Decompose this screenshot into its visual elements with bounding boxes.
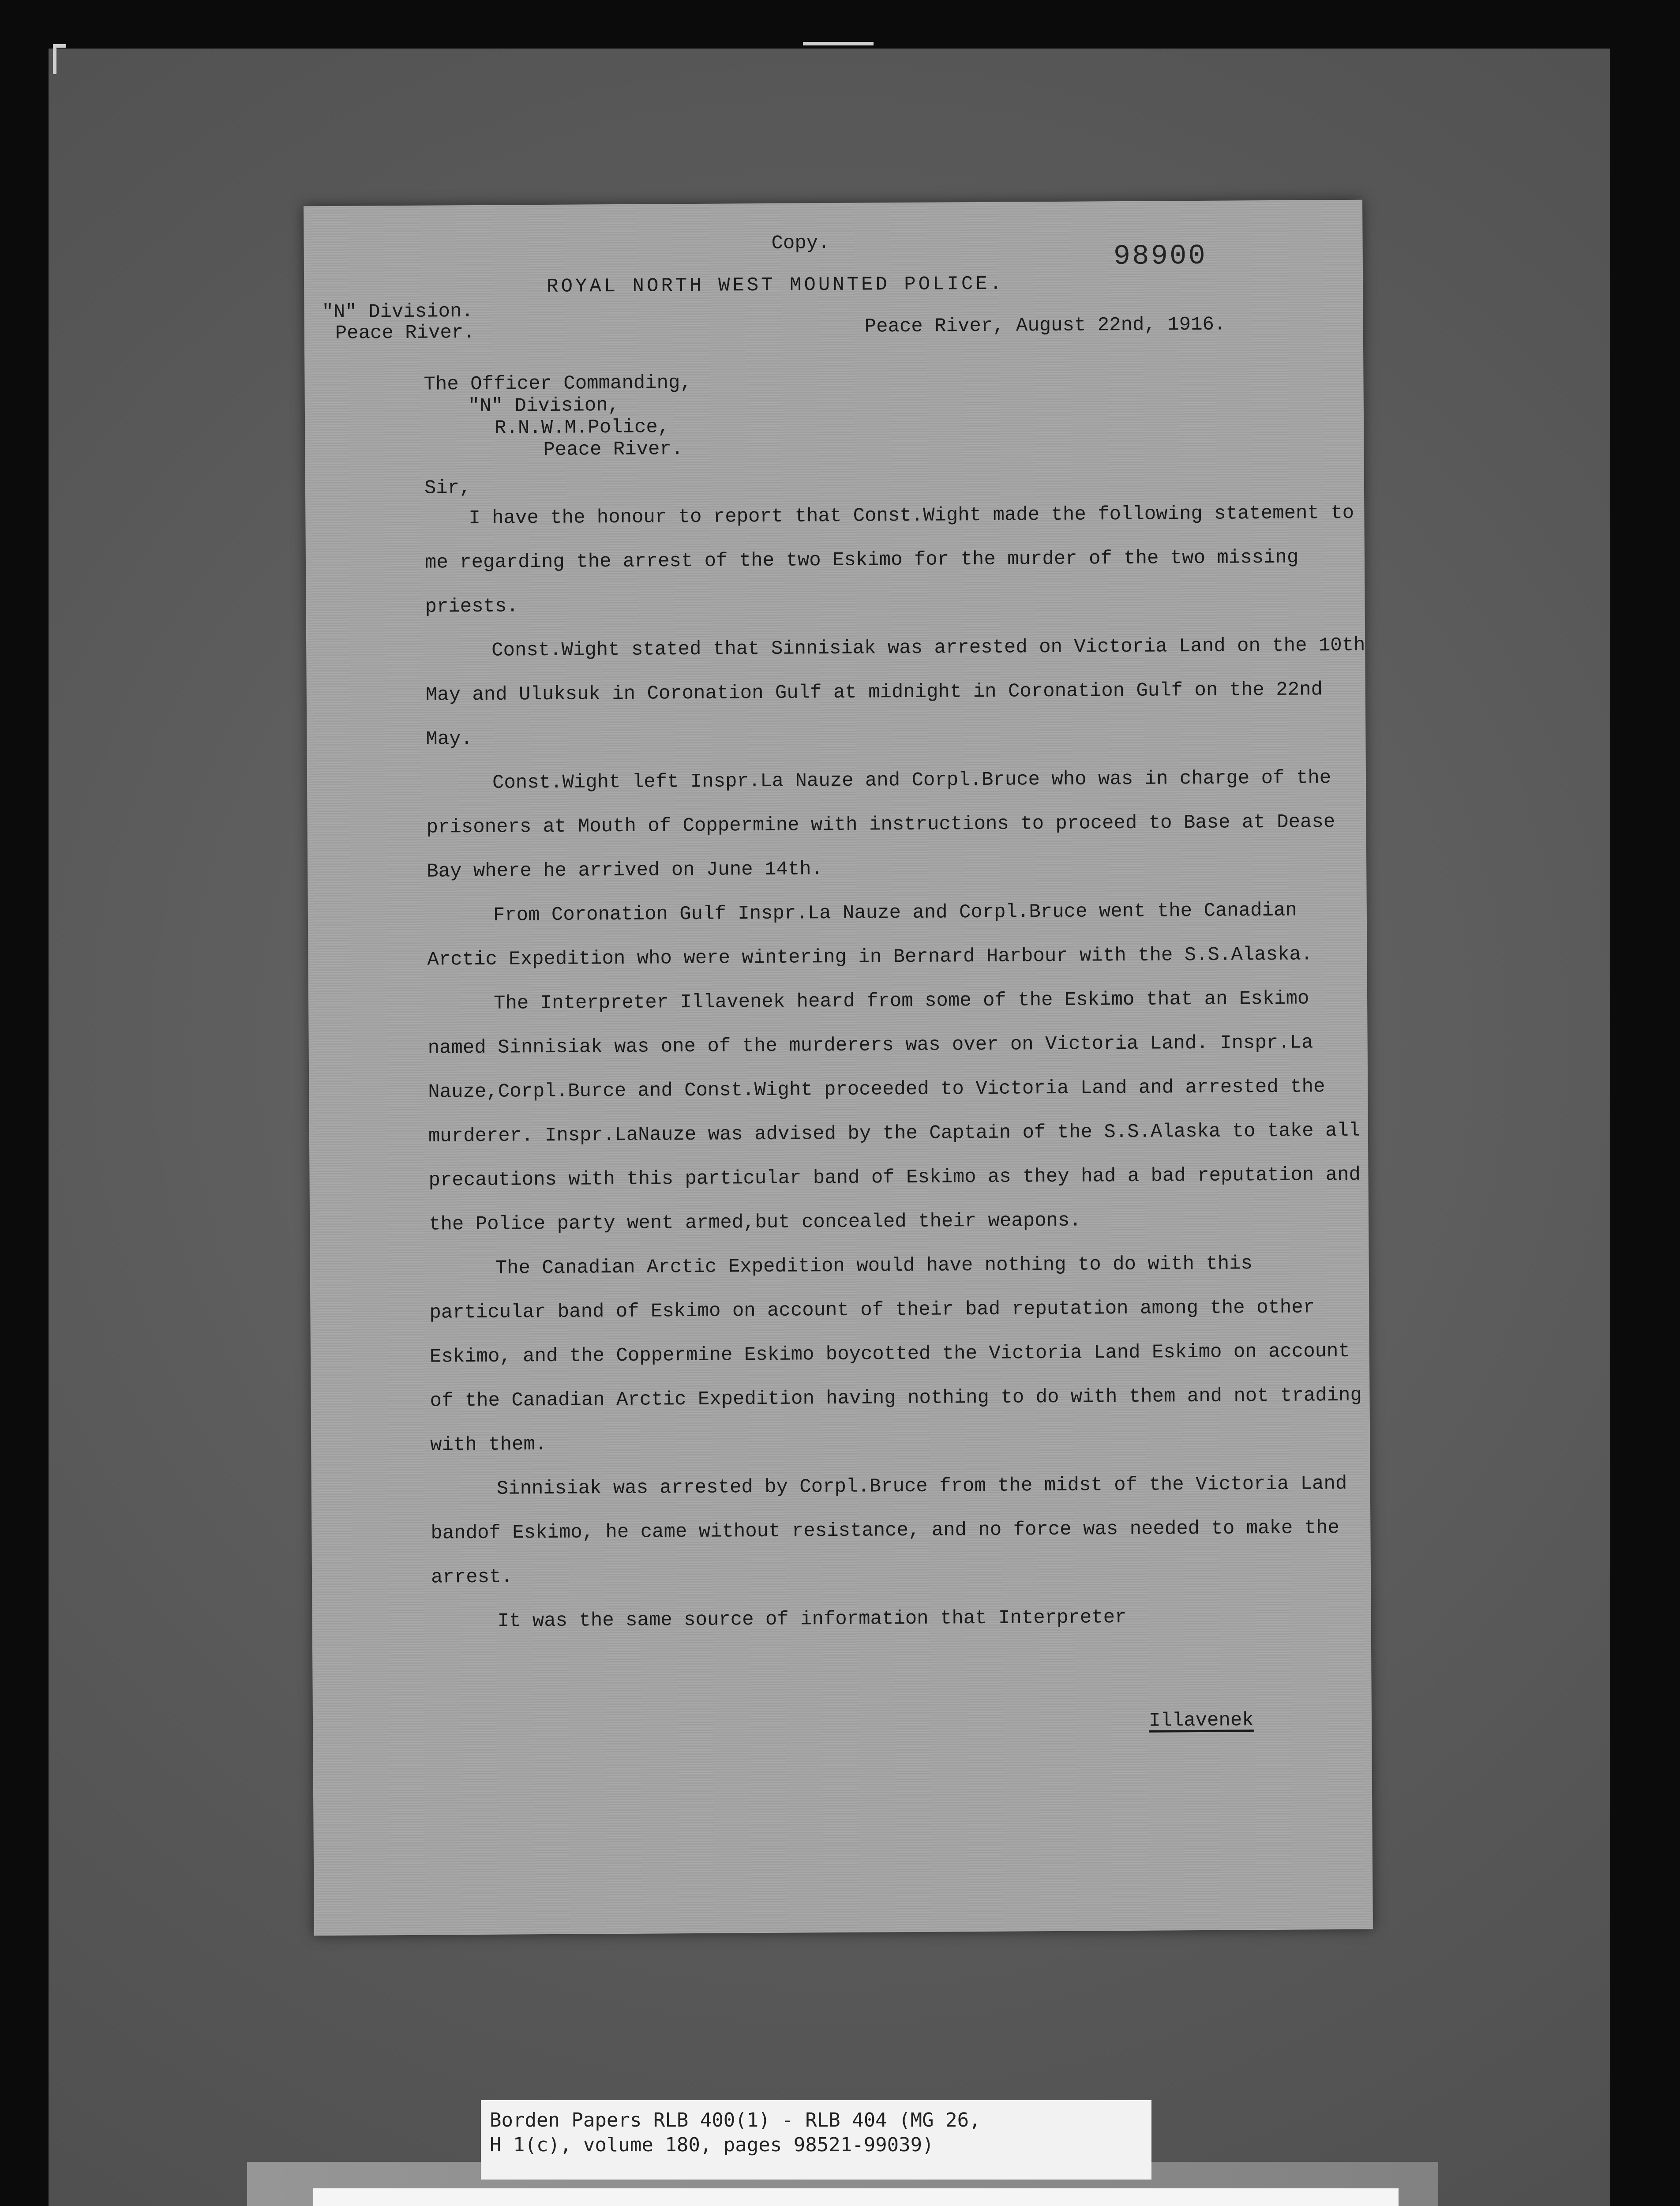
addressee-line: Peace River. [543,438,683,461]
copy-label: Copy. [771,232,830,255]
body-paragraph: Const.Wight stated that Sinnisiak was arrested on Victoria Land on the 10th May and Uluksuk in Coronation Gulf at midnight in Coronation Gulf on the 22nd May. [425,634,1365,750]
reference-line: H 1(c), volume 180, pages 98521-99039) [490,2134,934,2156]
body-paragraph: From Coronation Gulf Inspr.La Nauze and Corpl.Bruce went the Canadian Arctic Expedition who were wintering in Bernard Harbour with the S.S.Alaska. [427,899,1313,971]
document-number: 98900 [1113,240,1208,273]
catchword: Illavenek [1148,1709,1254,1732]
archives-label [313,2188,1399,2206]
addressee-line: The Officer Commanding, [424,372,692,396]
body-paragraph: The Canadian Arctic Expedition would have nothing to do with this particular band of Eskimo on account of their bad reputation among the other Eskimo, and the Coppermine Eskimo boycotted the Victoria Land Eskimo on account of the Canadian Arctic Expedition having nothing to do with them and not trading with them. [429,1253,1362,1456]
body-paragraph: Const.Wight left Inspr.La Nauze and Corpl.Bruce who was in charge of the prisoners at Mouth of Coppermine with instructions to proceed to Base at Dease Bay where he arrived on June 14th. [426,767,1335,883]
sender-division: "N" Division. [322,300,473,324]
addressee-line: "N" Division, [468,394,620,418]
organization-heading: ROYAL NORTH WEST MOUNTED POLICE. [547,273,1005,298]
sender-place: Peace River. [335,321,475,345]
letter-body [424,491,1380,1644]
addressee-line: R.N.W.M.Police, [494,416,670,439]
reference-slip [481,2100,1151,2180]
frame-top-mark [803,42,874,45]
body-paragraph: The Interpreter Illavenek heard from some of the Eskimo that an Eskimo named Sinnisiak was one of the murderers was over on Victoria Land. Inspr.La Nauze,Corpl.Burce and Const.Wight proceeded to Victoria Land and arrested the murderer. Inspr.LaNauze was advised by the Captain of the S.S.Alaska to take all precautions with this particular band of Eskimo as they had a bad reputation and the Police party went armed,but concealed their weapons. [428,987,1361,1236]
body-paragraph: I have the honour to report that Const.Wight made the following statement to me regarding the arrest of the two Eskimo for the murder of the two missing priests. [424,502,1354,618]
reference-line: Borden Papers RLB 400(1) - RLB 404 (MG 26, [490,2109,981,2131]
dateline: Peace River, August 22nd, 1916. [864,313,1226,338]
body-paragraph: It was the same source of information that Interpreter [497,1606,1127,1632]
frame-corner-mark [53,44,66,74]
salutation: Sir, [424,477,471,499]
body-paragraph: Sinnisiak was arrested by Corpl.Bruce from the midst of the Victoria Land bandof Eskimo, he came without resistance, and no force was needed to make the arrest. [431,1472,1347,1589]
typed-letter-page [304,200,1373,1936]
